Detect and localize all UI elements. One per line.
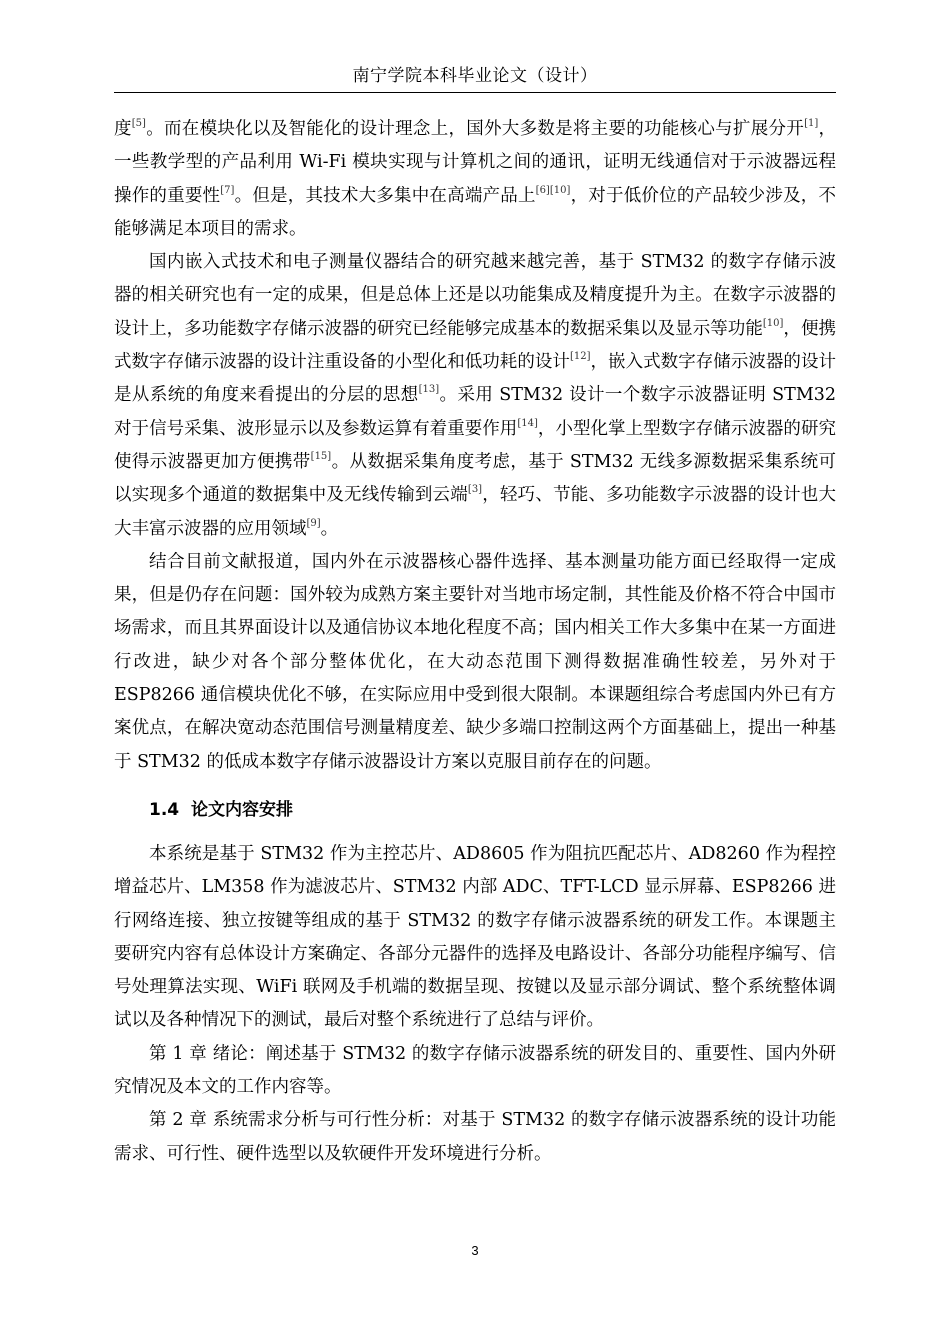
citation-superscript: [5]	[131, 118, 146, 129]
paragraph-text: 。但是，其技术大多集中在高端产品上	[234, 185, 536, 206]
citation-superscript: [9]	[306, 517, 321, 529]
document-body	[114, 113, 836, 1171]
section-paragraph-1: 本系统是基于 STM32 作为主控芯片、AD8605 作为阻抗匹配芯片、AD8260 作为程控增益芯片、LM358 作为滤波芯片、STM32 内部 ADC、TFT-LCD 显示屏幕、ESP8266 进行网络连接、独立按键等组成的基于 STM32 的数字存储示波器系统的研发工作。本课题主要研究内容有总体设计方案确定、各部分元器件的选择及电路设计、各部分功能程序编写、信号处理算法实现、WiFi 联网及手机端的数据呈现、按键以及显示部分调试、整个系统整体调试以及各种情况下的测试，最后对整个系统进行了总结与评价。	[114, 843, 836, 1031]
citation-superscript: [12]	[569, 351, 591, 363]
paragraph-text: 度	[114, 119, 132, 139]
paragraph-text: 。	[320, 518, 339, 539]
body-paragraph-1	[114, 113, 836, 246]
citation-superscript: [6][10]	[535, 184, 571, 196]
paragraph-text: 。而在模块化以及智能化的设计理念上，国外大多数是将主要的功能核心与扩展分开	[145, 119, 805, 139]
paragraph-text: 。从数据采集角度考虑，基于 STM32 无线多源数据采集系统可以实现多个通道的数据集中及无线传输到云端	[114, 451, 837, 506]
header-title: 南宁学院本科毕业论文（设计）	[352, 66, 598, 86]
citation-superscript: [10]	[762, 317, 784, 329]
paragraph-text: ，对于低价位的产品较少涉及，不能够满足本项目的需求。	[114, 185, 836, 239]
paragraph-text: 。采用 STM32 设计一个数字示波器证明 STM32 对于信号采集、波形显示以及参数运算有着重要作用	[114, 385, 837, 439]
page-header	[114, 60, 836, 93]
section-title: 论文内容安排	[190, 799, 293, 820]
citation-superscript: [13]	[418, 384, 440, 396]
paragraph-text: ，小型化掌上型数字存储示波器的研究使得示波器更加方便携带	[114, 418, 836, 472]
page-number: 3	[471, 1243, 479, 1258]
paragraph-text: ，轻巧、节能、多功能数字示波器的设计也大大丰富示波器的应用领域	[114, 485, 837, 539]
citation-superscript: [7]	[220, 184, 235, 196]
citation-superscript: [15]	[310, 450, 332, 462]
paragraph-text: 国内嵌入式技术和电子测量仪器结合的研究越来越完善，基于 STM32 的数字存储示波器的相关研究也有一定的成果，但是总体上还是以功能集成及精度提升为主。在数字示波器的设计上，多功能数字存储示波器的研究已经能够完成基本的数据采集以及显示等功能	[114, 252, 836, 339]
section-number: 1.4	[149, 799, 180, 820]
paragraph-text: ，嵌入式数字存储示波器的设计是从系统的角度来看提出的分层的思想	[114, 352, 836, 406]
section-paragraph-3: 第 2 章 系统需求分析与可行性分析：对基于 STM32 的数字存储示波器系统的设计功能需求、可行性、硬件选型以及软硬件开发环境进行分析。	[114, 1110, 836, 1164]
paragraph-text: ，一些教学型的产品利用 Wi-Fi 模块实现与计算机之间的通讯，证明无线通信对于示波器远程操作的重要性	[114, 119, 837, 206]
body-paragraph-2	[114, 246, 836, 546]
citation-superscript: [3]	[467, 484, 483, 496]
citation-superscript: [1]	[804, 118, 819, 129]
paragraph-text: ，便携式数字存储示波器的设计注重设备的小型化和低功耗的设计	[114, 318, 837, 373]
section-paragraph-2: 第 1 章 绪论：阐述基于 STM32 的数字存储示波器系统的研发目的、重要性、国内外研究情况及本文的工作内容等。	[114, 1043, 836, 1098]
citation-superscript: [14]	[517, 417, 538, 429]
section-heading	[114, 793, 836, 827]
paragraph-text: 结合目前文献报道，国内外在示波器核心器件选择、基本测量功能方面已经取得一定成果，但是仍存在问题：国外较为成熟方案主要针对当地市场定制，其性能及价格不符合中国市场需求，而且其界面设计以及通信协议本地化程度不高；国内相关工作大多集中在某一方面进行改进，缺少对各个部分整体优化，在大动态范围下测得数据准确性较差，另外对于 ESP8266 通信模块优化不够，在实际应用中受到很大限制。本课题组综合考虑国内外已有方案优点，在解决宽动态范围信号测量精度差、缺少多端口控制这两个方面基础上，提出一种基于 STM32 的低成本数字存储示波器设计方案以克服目前存在的问题。	[114, 551, 836, 772]
body-paragraph-3	[114, 546, 836, 779]
